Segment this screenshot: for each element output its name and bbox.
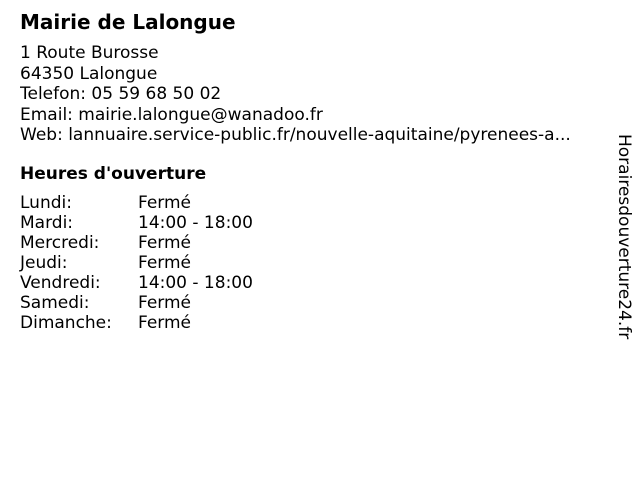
day-label: Mardi: — [20, 213, 74, 233]
hours-row-monday — [20, 193, 253, 213]
day-label: Jeudi: — [20, 253, 68, 273]
day-label: Lundi: — [20, 193, 72, 213]
opening-hours-heading: Heures d'ouverture — [20, 164, 207, 184]
day-label: Samedi: — [20, 293, 90, 313]
page-title: Mairie de Lalongue — [20, 10, 236, 34]
opening-hours-table — [20, 193, 253, 333]
email-address: Email: mairie.lalongue@wanadoo.fr — [20, 104, 323, 125]
day-label: Dimanche: — [20, 313, 112, 333]
web-link[interactable]: Web: lannuaire.service-public.fr/nouvelle-aquitaine/pyrenees-a... — [20, 125, 571, 145]
day-label: Mercredi: — [20, 233, 100, 253]
hours-value: Fermé — [138, 293, 192, 313]
hours-value: Fermé — [138, 233, 192, 253]
address-block — [20, 43, 595, 146]
phone-number: Telefon: 05 59 68 50 02 — [20, 84, 222, 104]
hours-row-sunday — [20, 313, 253, 333]
hours-value: Fermé — [138, 193, 192, 213]
hours-value: 14:00 - 18:00 — [138, 213, 253, 233]
hours-row-wednesday — [20, 233, 253, 253]
hours-row-saturday — [20, 293, 253, 313]
site-watermark-label: Horairesdouverture24.fr — [614, 134, 634, 340]
hours-value: Fermé — [138, 313, 192, 333]
street-address: 1 Route Burosse — [20, 43, 159, 63]
day-label: Vendredi: — [20, 273, 101, 293]
hours-row-friday — [20, 273, 253, 293]
city-postal: 64350 Lalongue — [20, 63, 158, 84]
hours-row-tuesday — [20, 213, 253, 233]
hours-value: 14:00 - 18:00 — [138, 273, 253, 293]
hours-value: Fermé — [138, 253, 192, 273]
hours-row-thursday — [20, 253, 253, 273]
